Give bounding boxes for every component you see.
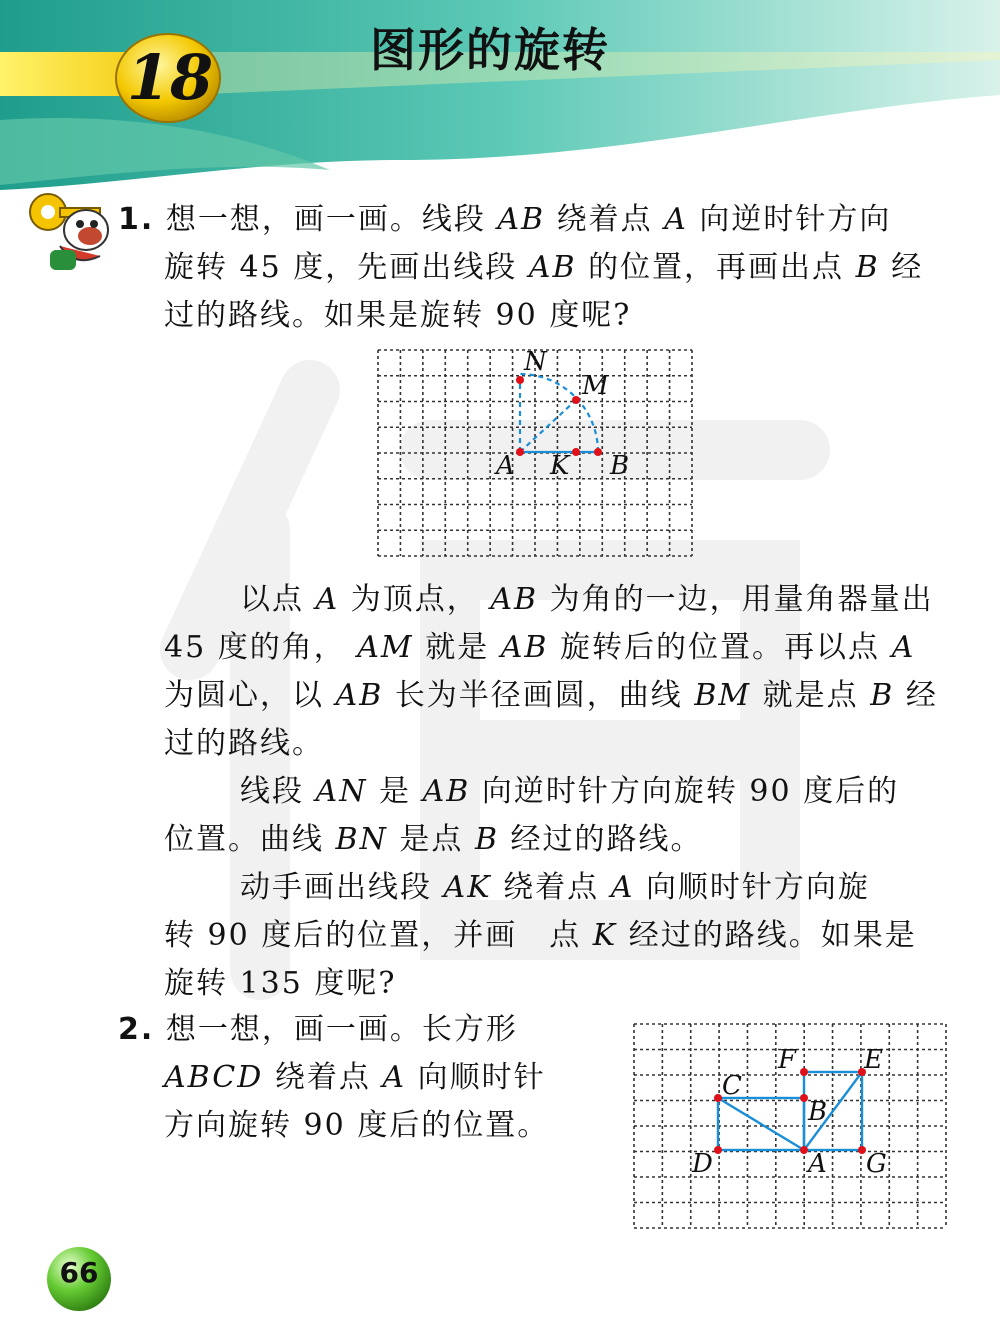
label-C: C <box>722 1071 742 1101</box>
point-M <box>572 396 580 404</box>
q2-line-1: 2. 想一想，画一画。长方形 <box>118 1012 518 1047</box>
figure-1-grid <box>374 346 696 560</box>
p2-line-1: 线段 AN 是 AB 向逆时针方向旋转 90 度后的 <box>240 774 900 809</box>
point-G <box>858 1146 866 1154</box>
point-B <box>594 448 602 456</box>
label-A: A <box>496 451 515 481</box>
p1-line-2: 45 度的角， AM 就是 AB 旋转后的位置。再以点 A <box>164 630 916 665</box>
point-A <box>516 448 524 456</box>
diagonal-CA <box>718 1098 804 1150</box>
point-A <box>800 1146 808 1154</box>
q2-line-3: 方向旋转 90 度后的位置。 <box>164 1108 550 1143</box>
label-N: N <box>524 347 547 377</box>
p3-line-1: 动手画出线段 AK 绕着点 A 向顺时针方向旋 <box>240 870 870 905</box>
mascot-key-icon <box>20 186 120 276</box>
label-K: K <box>550 451 570 481</box>
explanation-1 <box>164 576 964 1008</box>
question-1 <box>118 196 958 340</box>
point-K <box>572 448 580 456</box>
label-D: D <box>692 1149 713 1179</box>
q1-line-1: 1. 想一想，画一画。线段 AB 绕着点 A 向逆时针方向 <box>118 202 892 237</box>
label-F: F <box>778 1045 797 1075</box>
p3-line-2: 转 90 度后的位置，并画 点 K 经过的路线。如果是 <box>164 918 917 953</box>
point-D <box>714 1146 722 1154</box>
p1-line-1: 以点 A 为顶点， AB 为角的一边，用量角器量出 <box>240 582 934 617</box>
point-B <box>800 1094 808 1102</box>
p1-line-4: 过的路线。 <box>164 726 324 761</box>
label-E: E <box>864 1045 883 1075</box>
point-F <box>800 1068 808 1076</box>
point-N <box>516 376 524 384</box>
q1-line-2: 旋转 45 度，先画出线段 AB 的位置，再画出点 B 经 <box>164 250 924 285</box>
lesson-number: 18 <box>126 41 214 114</box>
page-title: 图形的旋转 <box>370 23 610 77</box>
p2-line-2: 位置。曲线 BN 是点 B 经过的路线。 <box>164 822 703 857</box>
p1-line-3: 为圆心，以 AB 长为半径画圆，曲线 BM 就是点 B 经 <box>164 678 938 713</box>
question-2 <box>118 1006 588 1150</box>
figure-2-grid <box>630 1020 950 1232</box>
label-B: B <box>808 1097 828 1127</box>
lesson-header <box>0 0 1000 190</box>
label-A: A <box>808 1149 827 1179</box>
label-M: M <box>582 371 609 401</box>
q2-line-2: ABCD 绕着点 A 向顺时针 <box>164 1060 546 1095</box>
point-C <box>714 1094 722 1102</box>
segment-AM <box>520 400 576 452</box>
p3-line-3: 旋转 135 度呢? <box>164 966 397 1001</box>
q1-line-3: 过的路线。如果是旋转 90 度呢? <box>164 298 632 333</box>
label-G: G <box>866 1149 887 1179</box>
label-B: B <box>610 451 630 481</box>
page-number: 66 <box>59 1256 99 1289</box>
